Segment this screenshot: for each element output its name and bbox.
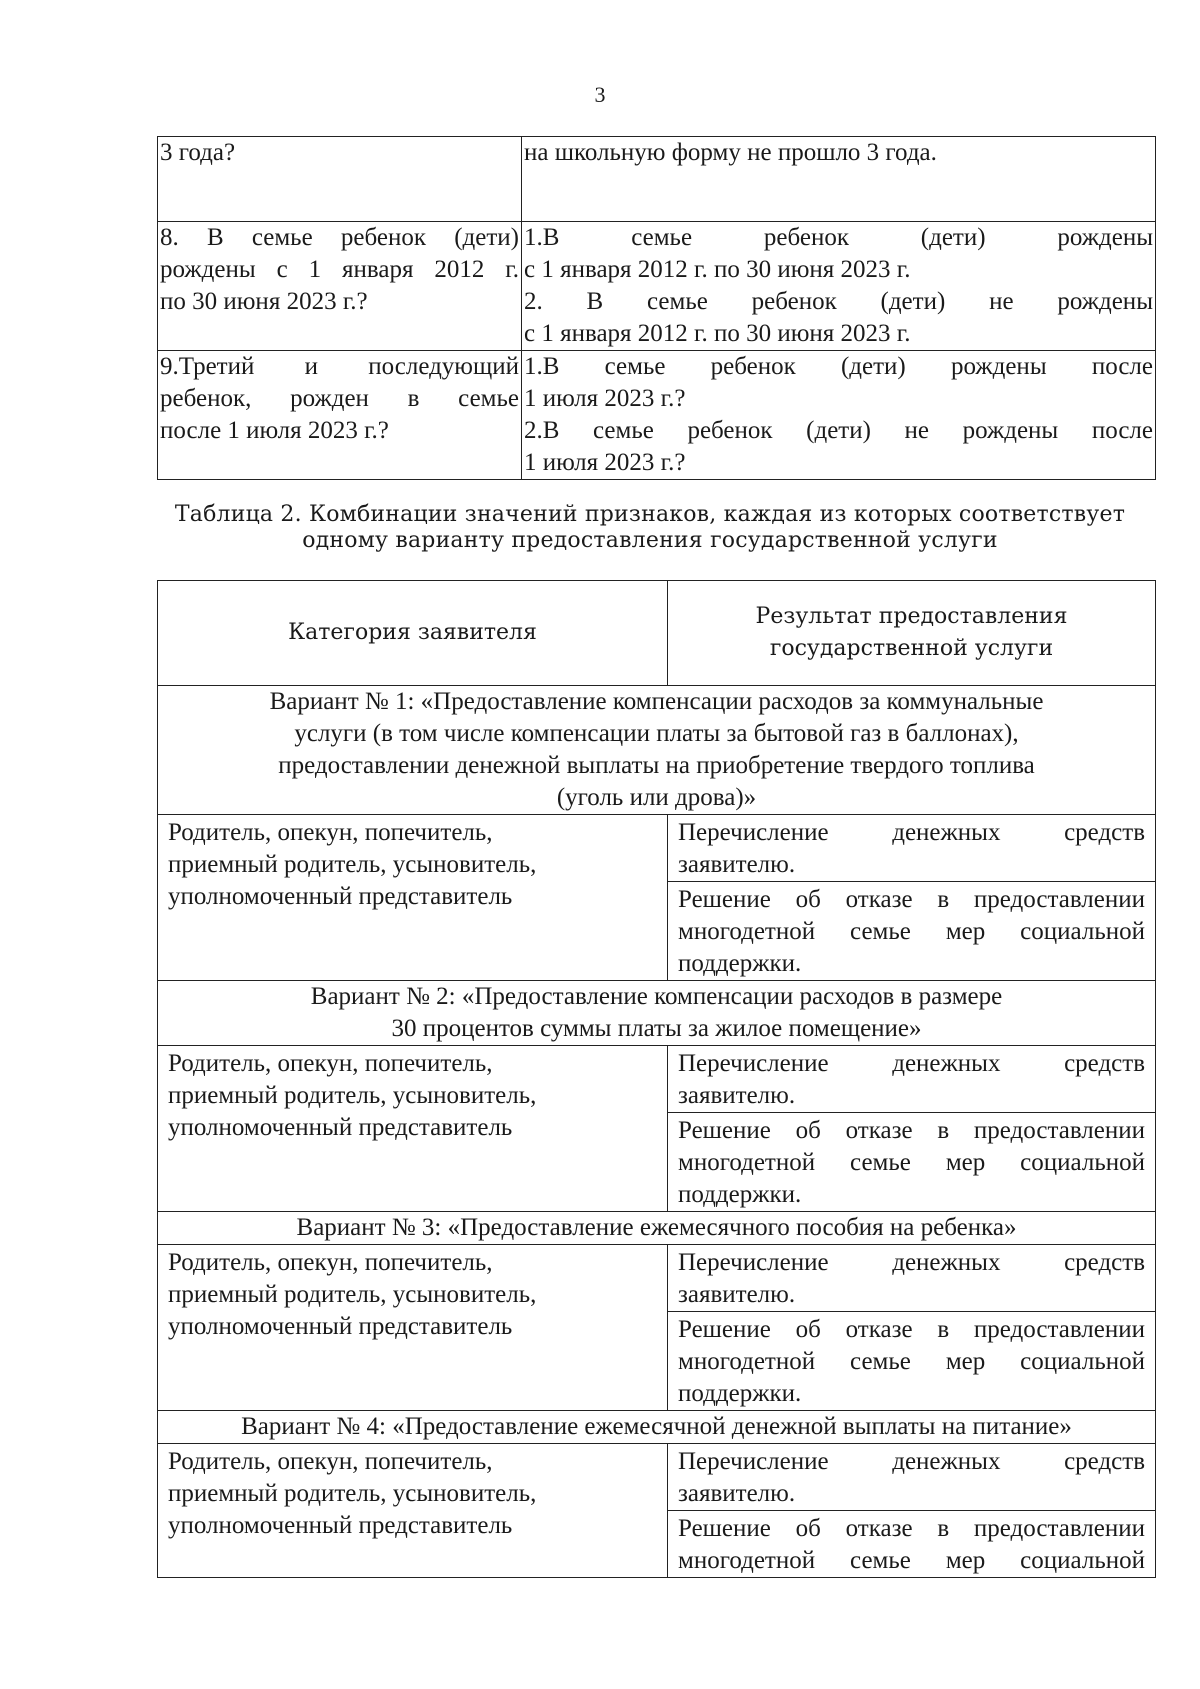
answer-line: 1 июля 2023 г.?	[524, 449, 686, 476]
result-line: Решение об отказе в предоставлении	[678, 1515, 1145, 1542]
result-line: Решение об отказе в предоставлении	[678, 1117, 1145, 1144]
answer-line: с 1 января 2012 г. по 30 июня 2023 г.	[524, 320, 911, 347]
answer-line: с 1 января 2012 г. по 30 июня 2023 г.	[524, 256, 911, 283]
caption-line: Таблица 2. Комбинации значений признаков, каждая из которых соответствует	[174, 502, 1126, 527]
result-cell-refusal	[668, 882, 1156, 981]
header-label: Результат предоставления	[755, 604, 1068, 629]
question-line: 3 года?	[160, 139, 236, 166]
question-line: 9.Третий и последующий	[160, 353, 519, 380]
variant-title-cell	[158, 981, 1156, 1046]
applicant-line: Родитель, опекун, попечитель,	[168, 1050, 493, 1077]
variant-title-row	[158, 981, 1156, 1046]
answer-line: на школьную форму не прошло 3 года.	[524, 139, 937, 166]
table-row	[158, 815, 1156, 882]
applicant-line: приемный родитель, усыновитель,	[168, 851, 537, 878]
table-row	[158, 1245, 1156, 1312]
answer-line: 2.В семье ребенок (дети) не рождены после	[524, 417, 1153, 444]
variant-title-line: (уголь или дрова)»	[556, 784, 757, 811]
variant-title-row	[158, 686, 1156, 815]
result-line: многодетной семье мер социальной	[678, 1348, 1145, 1375]
question-line: по 30 июня 2023 г.?	[160, 288, 368, 315]
variant-title-line: Вариант № 2: «Предоставление компенсации расходов в размере	[310, 983, 1003, 1010]
result-line: поддержки.	[678, 1380, 802, 1407]
applicant-category-cell	[158, 815, 668, 981]
result-line: Решение об отказе в предоставлении	[678, 1316, 1145, 1343]
applicant-category-cell	[158, 1245, 668, 1411]
variant-title-line: Вариант № 4: «Предоставление ежемесячной денежной выплаты на питание»	[241, 1413, 1072, 1440]
applicant-line: уполномоченный представитель	[168, 1114, 513, 1141]
question-line: ребенок, рожден в семье	[160, 385, 519, 412]
applicant-line: уполномоченный представитель	[168, 1512, 513, 1539]
answer-cell	[522, 351, 1156, 480]
table-row	[158, 1444, 1156, 1511]
result-line: Перечисление денежных средств	[678, 1448, 1145, 1475]
result-cell-refusal	[668, 1312, 1156, 1411]
applicant-category-cell	[158, 1444, 668, 1578]
result-cell-transfer	[668, 1046, 1156, 1113]
answer-line: 1.В семье ребенок (дети) рождены после	[524, 353, 1153, 380]
question-cell	[158, 137, 522, 222]
applicant-line: Родитель, опекун, попечитель,	[168, 1448, 493, 1475]
answer-cell	[522, 222, 1156, 351]
applicant-line: приемный родитель, усыновитель,	[168, 1082, 537, 1109]
variant-title-line: услуги (в том числе компенсации платы за бытовой газ в баллонах),	[294, 720, 1019, 747]
question-line: после 1 июля 2023 г.?	[160, 417, 389, 444]
table-caption	[150, 502, 1150, 554]
variant-title-line: 30 процентов суммы платы за жилое помещение»	[391, 1015, 922, 1042]
variant-title-row	[158, 1411, 1156, 1444]
applicant-category-cell	[158, 1046, 668, 1212]
question-cell	[158, 351, 522, 480]
result-line: заявителю.	[678, 1480, 796, 1507]
applicant-line: Родитель, опекун, попечитель,	[168, 819, 493, 846]
answer-line: 1 июля 2023 г.?	[524, 385, 686, 412]
table-row	[158, 137, 1156, 222]
result-cell-transfer	[668, 1245, 1156, 1312]
applicant-line: приемный родитель, усыновитель,	[168, 1281, 537, 1308]
table-header-row	[158, 581, 1156, 686]
table-row	[158, 1046, 1156, 1113]
result-line: многодетной семье мер социальной	[678, 1149, 1145, 1176]
variant-title-line: Вариант № 1: «Предоставление компенсации расходов за коммунальные	[269, 688, 1044, 715]
result-line: Перечисление денежных средств	[678, 1249, 1145, 1276]
header-cell-result	[668, 581, 1156, 686]
result-line: Решение об отказе в предоставлении	[678, 886, 1145, 913]
question-cell	[158, 222, 522, 351]
variant-title-row	[158, 1212, 1156, 1245]
header-label: государственной услуги	[769, 636, 1054, 661]
applicant-line: Родитель, опекун, попечитель,	[168, 1249, 493, 1276]
applicant-line: приемный родитель, усыновитель,	[168, 1480, 537, 1507]
criteria-table-continuation	[157, 136, 1156, 480]
result-cell-refusal	[668, 1511, 1156, 1578]
result-line: заявителю.	[678, 1281, 796, 1308]
variant-title-cell	[158, 1212, 1156, 1245]
variant-title-cell	[158, 686, 1156, 815]
applicant-line: уполномоченный представитель	[168, 1313, 513, 1340]
result-cell-transfer	[668, 1444, 1156, 1511]
answer-cell	[522, 137, 1156, 222]
table-row	[158, 222, 1156, 351]
page-number: 3	[594, 82, 606, 107]
answer-line: 2. В семье ребенок (дети) не рождены	[524, 288, 1153, 315]
result-line: заявителю.	[678, 851, 796, 878]
variant-title-line: предоставлении денежной выплаты на приобретение твердого топлива	[278, 752, 1035, 779]
result-line: заявителю.	[678, 1082, 796, 1109]
result-line: поддержки.	[678, 1181, 802, 1208]
variant-title-cell	[158, 1411, 1156, 1444]
result-line: многодетной семье мер социальной	[678, 1547, 1145, 1574]
result-cell-transfer	[668, 815, 1156, 882]
header-cell-category	[158, 581, 668, 686]
result-line: многодетной семье мер социальной	[678, 918, 1145, 945]
question-line: рождены с 1 января 2012 г.	[160, 256, 519, 283]
question-line: 8. В семье ребенок (дети)	[160, 224, 519, 251]
applicant-line: уполномоченный представитель	[168, 883, 513, 910]
result-line: Перечисление денежных средств	[678, 819, 1145, 846]
header-label: Категория заявителя	[288, 620, 537, 645]
table-row	[158, 351, 1156, 480]
variants-table	[157, 580, 1156, 1578]
result-cell-refusal	[668, 1113, 1156, 1212]
answer-line: 1.В семье ребенок (дети) рождены	[524, 224, 1153, 251]
caption-line: одному варианту предоставления государственной услуги	[302, 528, 998, 553]
result-line: Перечисление денежных средств	[678, 1050, 1145, 1077]
variant-title-line: Вариант № 3: «Предоставление ежемесячного пособия на ребенка»	[296, 1214, 1017, 1241]
result-line: поддержки.	[678, 950, 802, 977]
